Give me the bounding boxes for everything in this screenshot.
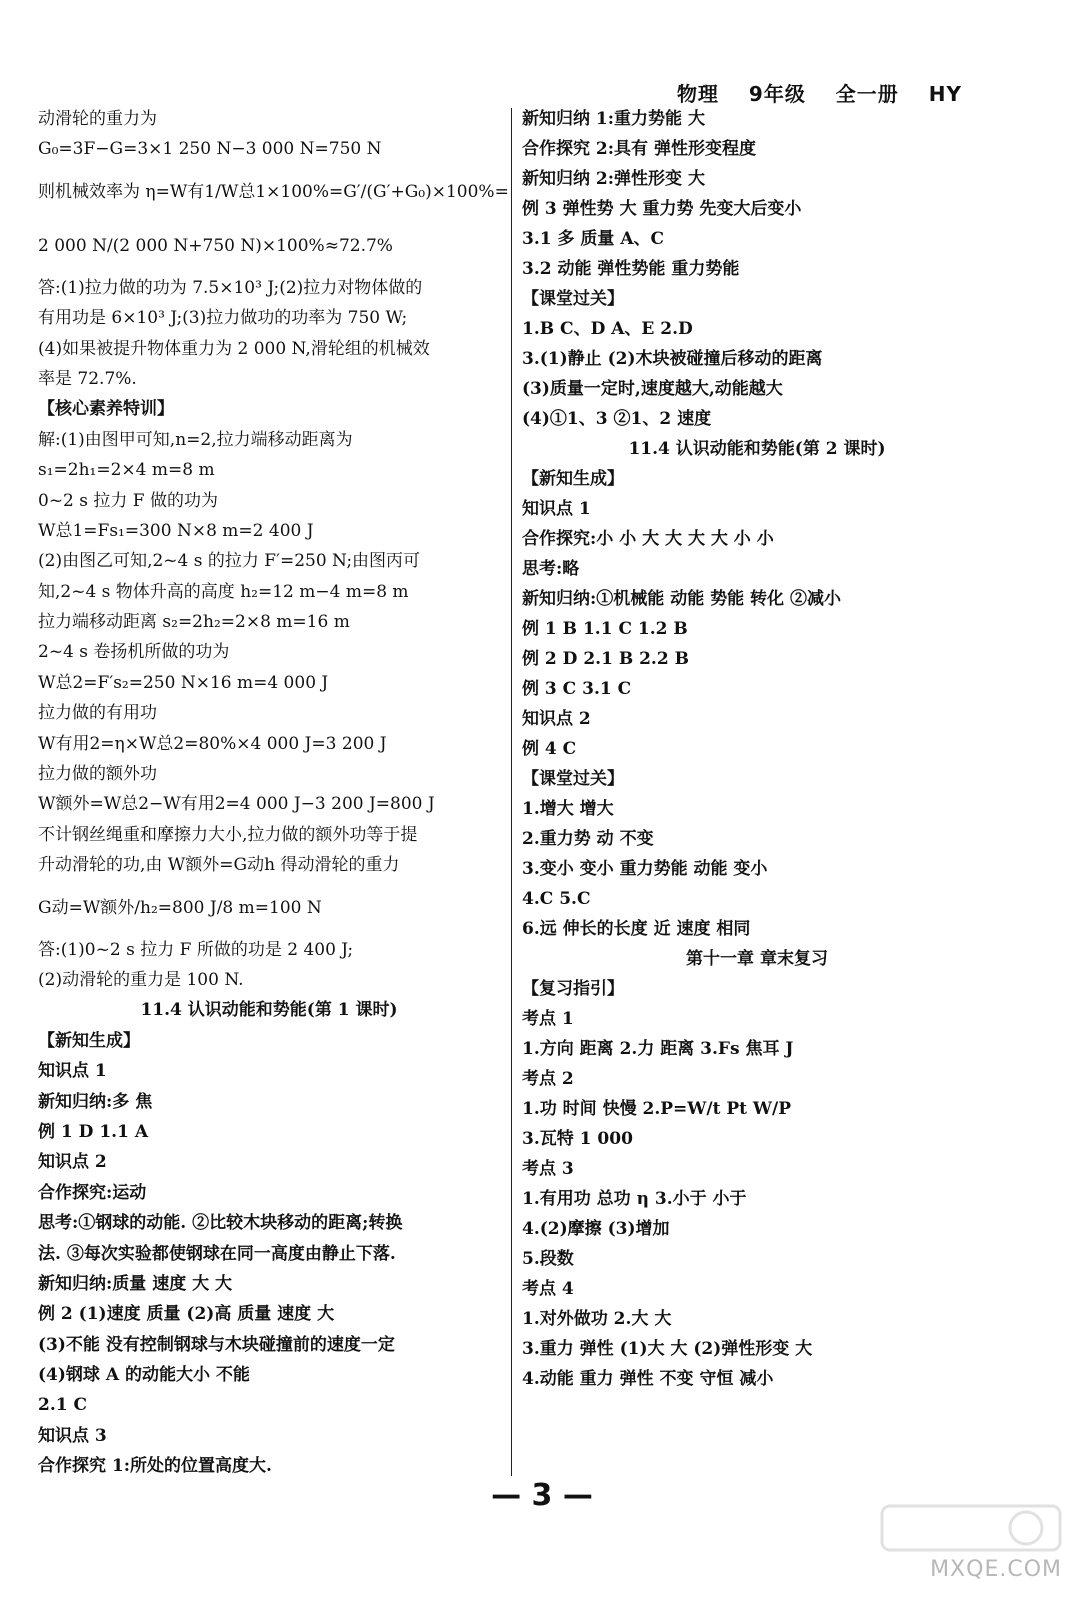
text-line: 合作探究:运动 <box>38 1182 147 1203</box>
text-line: W有用2=η×W总2=80%×4 000 J=3 200 J <box>38 733 387 754</box>
text-line: 合作探究 2:具有 弹性形变程度 <box>522 139 756 159</box>
text-line: (4)①1、3 ②1、2 速度 <box>522 409 712 429</box>
text-line: 知识点 2 <box>522 709 591 729</box>
text-line: 例 2 (1)速度 质量 (2)高 质量 速度 大 <box>38 1304 335 1325</box>
text-line: 3.(1)静止 (2)木块被碰撞后移动的距离 <box>522 349 823 369</box>
text-line: 则机械效率为 η=W有1/W总1×100%=G′/(G′+G₀)×100%= <box>38 181 509 202</box>
text-line: 【新知生成】 <box>38 1030 140 1051</box>
text-line: 1.增大 增大 <box>522 799 614 819</box>
right-column <box>522 104 992 1394</box>
text-line: 5.段数 <box>522 1249 574 1269</box>
text-line: 新知归纳 2:弹性形变 大 <box>522 169 705 189</box>
text-line: 【课堂过关】 <box>522 289 624 309</box>
text-line: G₀=3F−G=3×1 250 N−3 000 N=750 N <box>38 139 382 160</box>
text-line: 拉力做的有用功 <box>38 703 157 724</box>
text-line: 新知归纳:质量 速度 大 大 <box>38 1273 233 1294</box>
text-line: W总2=F′s₂=250 N×16 m=4 000 J <box>38 672 329 693</box>
text-line: 1.B C、D A、E 2.D <box>522 319 693 339</box>
text-line: 4.C 5.C <box>522 889 591 909</box>
header-volume: 全一册 <box>835 82 899 106</box>
text-line: (4)钢球 A 的动能大小 不能 <box>38 1365 250 1386</box>
text-line: 3.瓦特 1 000 <box>522 1129 633 1149</box>
text-line: (3)质量一定时,速度越大,动能越大 <box>522 379 783 399</box>
text-line: (4)如果被提升物体重力为 2 000 N,滑轮组的机械效 <box>38 338 430 359</box>
text-line: 答:(1)0~2 s 拉力 F 所做的功是 2 400 J; <box>38 939 354 960</box>
text-line: 不计钢丝绳重和摩擦力大小,拉力做的额外功等于提 <box>38 824 418 845</box>
text-line: 率是 72.7%. <box>38 368 137 389</box>
text-line: 升动滑轮的功,由 W额外=G动h 得动滑轮的重力 <box>38 855 400 876</box>
text-line: 2~4 s 卷扬机所做的功为 <box>38 642 230 663</box>
text-line: 2.1 C <box>38 1395 88 1416</box>
text-line: 考点 2 <box>522 1069 574 1089</box>
text-line: 拉力做的额外功 <box>38 764 157 785</box>
text-line: 例 1 D 1.1 A <box>38 1121 149 1142</box>
text-line: 新知归纳 1:重力势能 大 <box>522 109 705 129</box>
text-line: 例 3 弹性势 大 重力势 先变大后变小 <box>522 199 802 219</box>
text-line: W额外=W总2−W有用2=4 000 J−3 200 J=800 J <box>38 794 435 815</box>
text-line: 4.(2)摩擦 (3)增加 <box>522 1219 670 1239</box>
text-line: 2 000 N/(2 000 N+750 N)×100%≈72.7% <box>38 235 393 256</box>
page-number: — 3 — <box>491 1478 593 1513</box>
text-line: 1.功 时间 快慢 2.P=W/t Pt W/P <box>522 1099 791 1119</box>
text-line: 答:(1)拉力做的功为 7.5×10³ J;(2)拉力对物体做的 <box>38 277 423 298</box>
text-line: 拉力端移动距离 s₂=2h₂=2×8 m=16 m <box>38 612 350 633</box>
text-line: 知识点 1 <box>522 499 591 519</box>
text-line: 知,2~4 s 物体升高的高度 h₂=12 m−4 m=8 m <box>38 581 409 602</box>
text-line: 新知归纳:多 焦 <box>38 1091 153 1112</box>
text-line: 0~2 s 拉力 F 做的功为 <box>38 490 219 511</box>
text-line: 1.有用功 总功 η 3.小于 小于 <box>522 1189 747 1209</box>
text-line: 4.动能 重力 弹性 不变 守恒 减小 <box>522 1369 774 1389</box>
text-line: 3.2 动能 弹性势能 重力势能 <box>522 259 740 279</box>
text-line: 【核心素养特训】 <box>38 399 174 420</box>
section-heading: 11.4 认识动能和势能(第 2 课时) <box>628 439 886 459</box>
text-line: (3)不能 没有控制钢球与木块碰撞前的速度一定 <box>38 1334 395 1355</box>
page-header <box>655 78 962 107</box>
left-column <box>38 104 509 1482</box>
text-line: 2.重力势 动 不变 <box>522 829 654 849</box>
text-line: 例 4 C <box>522 739 577 759</box>
text-line: W总1=Fs₁=300 N×8 m=2 400 J <box>38 520 314 541</box>
text-line: (2)动滑轮的重力是 100 N. <box>38 969 244 990</box>
text-line: 新知归纳:①机械能 动能 势能 转化 ②减小 <box>522 589 841 609</box>
text-line: s₁=2h₁=2×4 m=8 m <box>38 460 215 481</box>
text-line: 6.远 伸长的长度 近 速度 相同 <box>522 919 751 939</box>
header-edition: HY <box>928 82 962 106</box>
header-subject: 物理 <box>676 82 719 106</box>
text-line: 3.1 多 质量 A、C <box>522 229 665 249</box>
text-line: 合作探究:小 小 大 大 大 大 小 小 <box>522 529 774 549</box>
text-line: 【复习指引】 <box>522 979 624 999</box>
text-line: 解:(1)由图甲可知,n=2,拉力端移动距离为 <box>38 429 353 450</box>
text-line: 【新知生成】 <box>522 469 624 489</box>
text-line: 动滑轮的重力为 <box>38 109 157 129</box>
text-line: G动=W额外/h₂=800 J/8 m=100 N <box>38 897 322 918</box>
text-line: (2)由图乙可知,2~4 s 的拉力 F′=250 N;由图丙可 <box>38 551 421 572</box>
column-divider <box>511 108 512 1476</box>
header-grade: 9年级 <box>748 82 806 106</box>
text-line: 3.变小 变小 重力势能 动能 变小 <box>522 859 768 879</box>
text-line: 例 1 B 1.1 C 1.2 B <box>522 619 688 639</box>
section-heading: 第十一章 章末复习 <box>686 949 828 969</box>
text-line: 有用功是 6×10³ J;(3)拉力做功的功率为 750 W; <box>38 308 408 329</box>
text-line: 思考:略 <box>522 559 580 579</box>
text-line: 3.重力 弹性 (1)大 大 (2)弹性形变 大 <box>522 1339 813 1359</box>
text-line: 【课堂过关】 <box>522 769 624 789</box>
text-line: 知识点 1 <box>38 1061 107 1082</box>
text-line: 知识点 3 <box>38 1425 107 1446</box>
text-line: 1.对外做功 2.大 大 <box>522 1309 672 1329</box>
text-line: 考点 1 <box>522 1009 574 1029</box>
text-line: 合作探究 1:所处的位置高度大. <box>38 1456 272 1477</box>
section-heading: 11.4 认识动能和势能(第 1 课时) <box>140 1000 398 1021</box>
text-line: 思考:①钢球的动能. ②比较木块移动的距离;转换 <box>38 1213 403 1234</box>
text-line: 例 3 C 3.1 C <box>522 679 632 699</box>
text-line: 考点 4 <box>522 1279 574 1299</box>
text-line: 法. ③每次实验都使钢球在同一高度由静止下落. <box>38 1243 396 1264</box>
text-line: 例 2 D 2.1 B 2.2 B <box>522 649 689 669</box>
text-line: 考点 3 <box>522 1159 574 1179</box>
text-line: 知识点 2 <box>38 1152 107 1173</box>
watermark-text: MXQE.COM <box>930 1557 1062 1582</box>
text-line: 1.方向 距离 2.力 距离 3.Fs 焦耳 J <box>522 1039 794 1059</box>
